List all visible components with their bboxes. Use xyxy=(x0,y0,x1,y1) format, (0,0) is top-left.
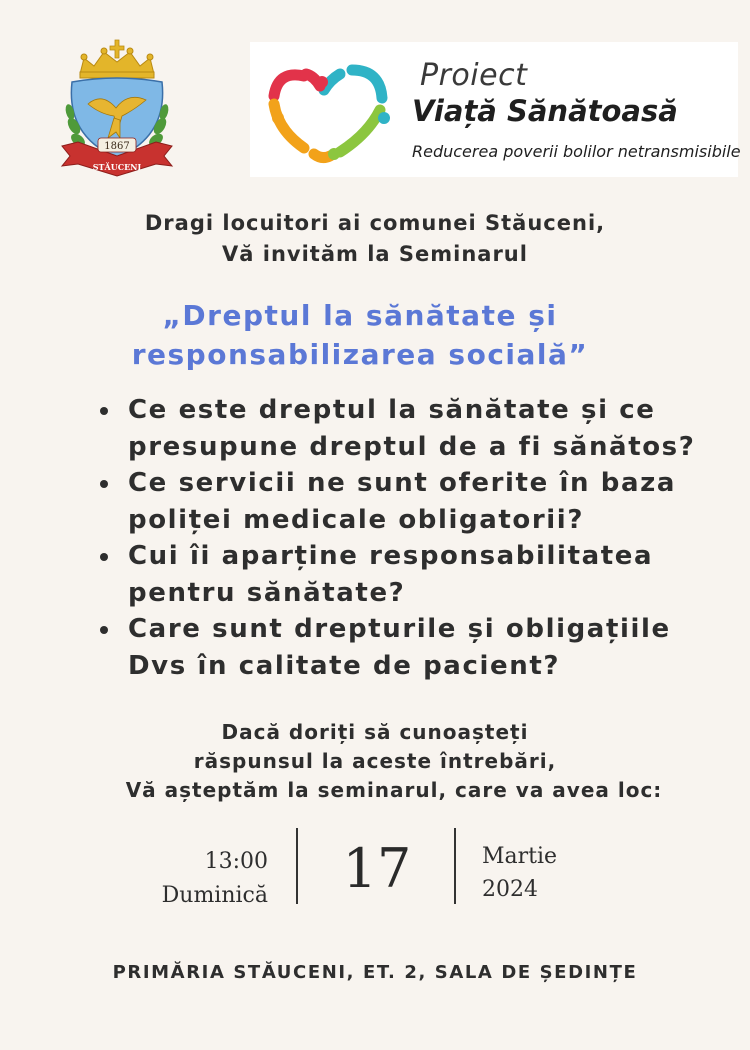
list-item xyxy=(100,538,720,611)
question-line: poliței medicale obligatorii? xyxy=(128,504,585,535)
seminar-title xyxy=(0,296,750,374)
event-year: 2024 xyxy=(482,877,538,902)
logo-title-line2: Viață Sănătoasă xyxy=(412,94,678,128)
crest-name: STĂUCENI xyxy=(92,162,142,172)
logo-tagline: Reducerea poverii bolilor netransmisibile xyxy=(412,142,741,161)
list-item xyxy=(100,392,720,465)
event-time: 13:00 xyxy=(204,849,268,874)
question-line: pentru sănătate? xyxy=(128,577,406,608)
crest-year: 1867 xyxy=(104,141,130,152)
event-time-block xyxy=(162,845,268,913)
question-line: Dvs în calitate de pacient? xyxy=(128,650,561,681)
seminar-title-line2: responsabilizarea socială” xyxy=(131,338,589,371)
question-line: Cui îi aparține responsabilitatea xyxy=(128,541,654,571)
divider-left xyxy=(296,828,298,904)
invitation-text xyxy=(0,718,750,805)
greeting xyxy=(0,208,750,270)
logo-title-line1: Proiect xyxy=(420,58,528,93)
greeting-line1: Dragi locuitori ai comunei Stăuceni, xyxy=(144,211,606,235)
divider-right xyxy=(454,828,456,904)
seminar-title-line1: „Dreptul la sănătate și xyxy=(162,299,558,332)
coat-of-arms-icon xyxy=(58,38,176,178)
bullet-icon xyxy=(100,626,108,634)
heart-people-logo-icon xyxy=(264,56,394,164)
questions-list xyxy=(100,392,720,684)
question-line: Care sunt drepturile și obligațiile xyxy=(128,614,671,644)
list-item xyxy=(100,465,720,538)
bullet-icon xyxy=(100,407,108,415)
event-venue: PRIMĂRIA STĂUCENI, ET. 2, SALA DE ȘEDINȚE xyxy=(112,962,638,983)
question-line: Ce servicii ne sunt oferite în baza xyxy=(128,468,676,498)
bullet-icon xyxy=(100,480,108,488)
event-month-block xyxy=(482,840,557,906)
project-logo xyxy=(250,42,741,177)
question-line: Ce este dreptul la sănătate și ce xyxy=(128,395,656,425)
question-line: presupune dreptul de a fi sănătos? xyxy=(128,431,696,462)
invitation-line3: Vă așteptăm la seminarul, care va avea loc: xyxy=(125,778,663,802)
event-day: 17 xyxy=(342,837,412,900)
greeting-line2: Vă invităm la Seminarul xyxy=(222,242,528,266)
invitation-line2: răspunsul la aceste întrebări, xyxy=(193,749,557,773)
list-item xyxy=(100,611,720,684)
invitation-line1: Dacă doriți să cunoașteți xyxy=(221,720,529,744)
bullet-icon xyxy=(100,553,108,561)
event-weekday: Duminică xyxy=(161,883,268,908)
event-month: Martie xyxy=(482,844,558,869)
